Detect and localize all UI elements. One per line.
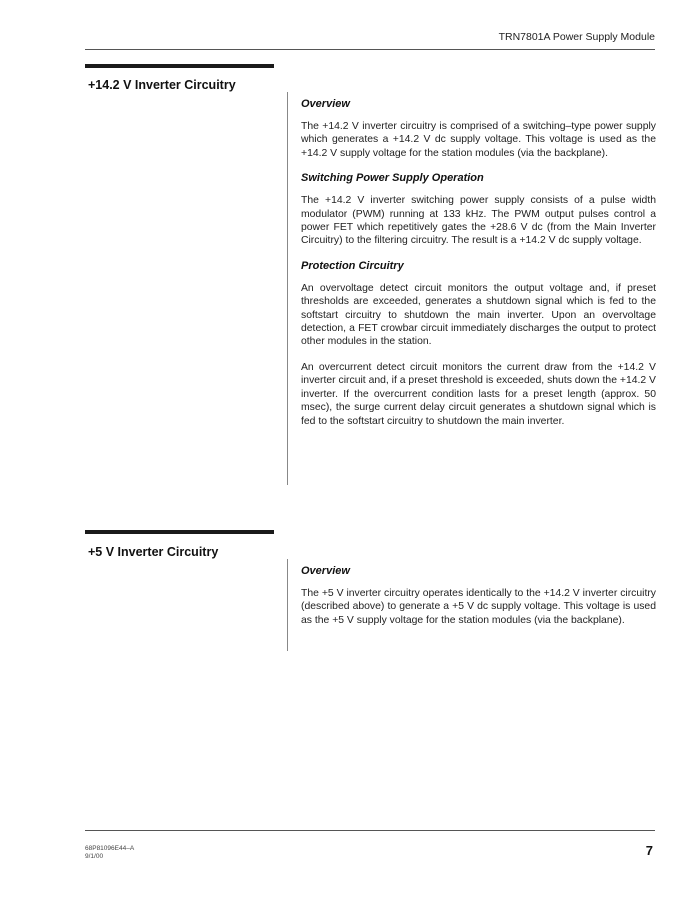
section-heading: +5 V Inverter Circuitry <box>88 545 219 559</box>
subheading-protection-circuitry: Protection Circuitry <box>301 259 404 272</box>
document-number: 68P81096E44–A <box>85 845 135 852</box>
section-content <box>287 559 656 651</box>
header-title: TRN7801A Power Supply Module <box>498 31 655 43</box>
subheading-switching-power-supply: Switching Power Supply Operation <box>301 172 484 185</box>
section-rule <box>85 530 274 534</box>
section-content <box>287 92 656 485</box>
subheading-overview: Overview <box>301 565 350 577</box>
subheading-overview: Overview <box>301 98 350 110</box>
paragraph: The +14.2 V inverter switching power supply consists of a pulse width modulator (PWM) running at 133 kHz. The PWM output pulses control a power FET which repetitively gates the +28.6 V dc (from the Main Inverter Circuitry) to the filtering circuitry. The result is a +14.2 V dc supply voltage. <box>301 195 656 247</box>
page-number: 7 <box>645 843 653 858</box>
paragraph: An overcurrent detect circuit monitors the current draw from the +14.2 V inverter circuit and, if a preset threshold is exceeded, shuts down the +14.2 V inverter. If the overcurrent condition lasts for a preset length (approx. 50 msec), the surge current delay circuit generates a shutdown signal which is fed to the softstart circuitry to shutdown the main inverter. <box>301 361 656 427</box>
document-date: 9/1/00 <box>85 853 104 860</box>
paragraph: The +5 V inverter circuitry operates identically to the +14.2 V inverter circuitry (described above) to generate a +5 V dc supply voltage. This voltage is used as the +5 V supply voltage for the station modules (via the backplane). <box>301 588 656 626</box>
paragraph: An overvoltage detect circuit monitors the output voltage and, if preset thresholds are exceeded, generates a shutdown signal which is fed to the softstart circuitry to shutdown the main inverter. Upon an overvoltage detection, a FET crowbar circuit immediately discharges the output to protect other modules in the station. <box>301 282 656 348</box>
section-heading: +14.2 V Inverter Circuitry <box>88 78 236 92</box>
page-header <box>85 0 655 50</box>
page-footer <box>85 830 655 860</box>
paragraph: The +14.2 V inverter circuitry is comprised of a switching–type power supply which generates a +14.2 V dc supply voltage. This voltage is used as the +14.2 V supply voltage for the station modules (via the backplane). <box>301 121 656 159</box>
section-rule <box>85 64 274 68</box>
